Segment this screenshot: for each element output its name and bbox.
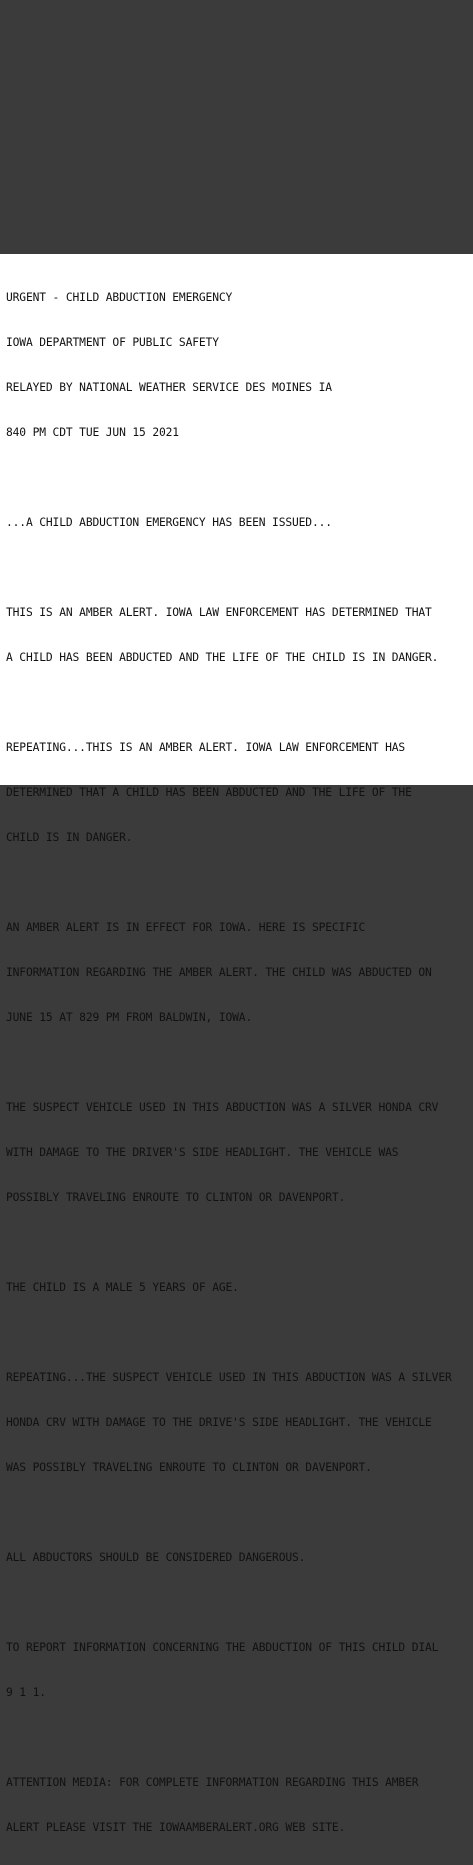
paragraph-line: ALL ABDUCTORS SHOULD BE CONSIDERED DANGEROUS. bbox=[6, 1551, 306, 1564]
paragraph-line: JUNE 15 AT 829 PM FROM BALDWIN, IOWA. bbox=[6, 1011, 253, 1024]
spacer bbox=[6, 470, 473, 485]
header-line: 840 PM CDT TUE JUN 15 2021 bbox=[6, 426, 179, 439]
paragraph-line: AN AMBER ALERT IS IN EFFECT FOR IOWA. HERE IS SPECIFIC bbox=[6, 921, 366, 934]
paragraph-line: REPEATING...THE SUSPECT VEHICLE USED IN THIS ABDUCTION WAS A SILVER bbox=[6, 1371, 452, 1384]
paragraph-line: CHILD IS IN DANGER. bbox=[6, 831, 133, 844]
paragraph-line: TO REPORT INFORMATION CONCERNING THE ABDUCTION OF THIS CHILD DIAL bbox=[6, 1641, 439, 1654]
header-line: URGENT - CHILD ABDUCTION EMERGENCY bbox=[6, 291, 233, 304]
paragraph-line: WAS POSSIBLY TRAVELING ENROUTE TO CLINTON OR DAVENPORT. bbox=[6, 1461, 372, 1474]
spacer bbox=[6, 1235, 473, 1250]
spacer bbox=[6, 1055, 473, 1070]
paragraph-line: HONDA CRV WITH DAMAGE TO THE DRIVE'S SIDE HEADLIGHT. THE VEHICLE bbox=[6, 1416, 432, 1429]
paragraph-line: POSSIBLY TRAVELING ENROUTE TO CLINTON OR DAVENPORT. bbox=[6, 1191, 346, 1204]
headline: ...A CHILD ABDUCTION EMERGENCY HAS BEEN ISSUED... bbox=[6, 516, 332, 529]
paragraph-line: WITH DAMAGE TO THE DRIVER'S SIDE HEADLIGHT. THE VEHICLE WAS bbox=[6, 1146, 399, 1159]
paragraph-line: THE SUSPECT VEHICLE USED IN THIS ABDUCTION WAS A SILVER HONDA CRV bbox=[6, 1101, 439, 1114]
paragraph-line: THE CHILD IS A MALE 5 YEARS OF AGE. bbox=[6, 1281, 239, 1294]
paragraph-line: THIS IS AN AMBER ALERT. IOWA LAW ENFORCEMENT HAS DETERMINED THAT bbox=[6, 606, 432, 619]
spacer bbox=[6, 1505, 473, 1520]
spacer bbox=[6, 1325, 473, 1340]
header-line: RELAYED BY NATIONAL WEATHER SERVICE DES MOINES IA bbox=[6, 381, 332, 394]
alert-message-image bbox=[0, 254, 473, 1834]
paragraph-line: DETERMINED THAT A CHILD HAS BEEN ABDUCTED AND THE LIFE OF THE bbox=[6, 786, 412, 799]
spacer bbox=[6, 1595, 473, 1610]
paragraph-line: REPEATING...THIS IS AN AMBER ALERT. IOWA LAW ENFORCEMENT HAS bbox=[6, 741, 406, 754]
spacer bbox=[6, 695, 473, 710]
paragraph-line: 9 1 1. bbox=[6, 1686, 46, 1699]
spacer bbox=[6, 560, 473, 575]
spacer bbox=[6, 875, 473, 890]
paragraph-line: A CHILD HAS BEEN ABDUCTED AND THE LIFE OF THE CHILD IS IN DANGER. bbox=[6, 651, 439, 664]
paragraph-line: INFORMATION REGARDING THE AMBER ALERT. THE CHILD WAS ABDUCTED ON bbox=[6, 966, 432, 979]
spacer bbox=[6, 1730, 473, 1745]
paragraph-line: ATTENTION MEDIA: FOR COMPLETE INFORMATION REGARDING THIS AMBER bbox=[6, 1776, 419, 1789]
header-line: IOWA DEPARTMENT OF PUBLIC SAFETY bbox=[6, 336, 219, 349]
paragraph-line: ALERT PLEASE VISIT THE IOWAAMBERALERT.ORG WEB SITE. bbox=[6, 1821, 346, 1834]
alert-message-text bbox=[0, 254, 473, 1865]
